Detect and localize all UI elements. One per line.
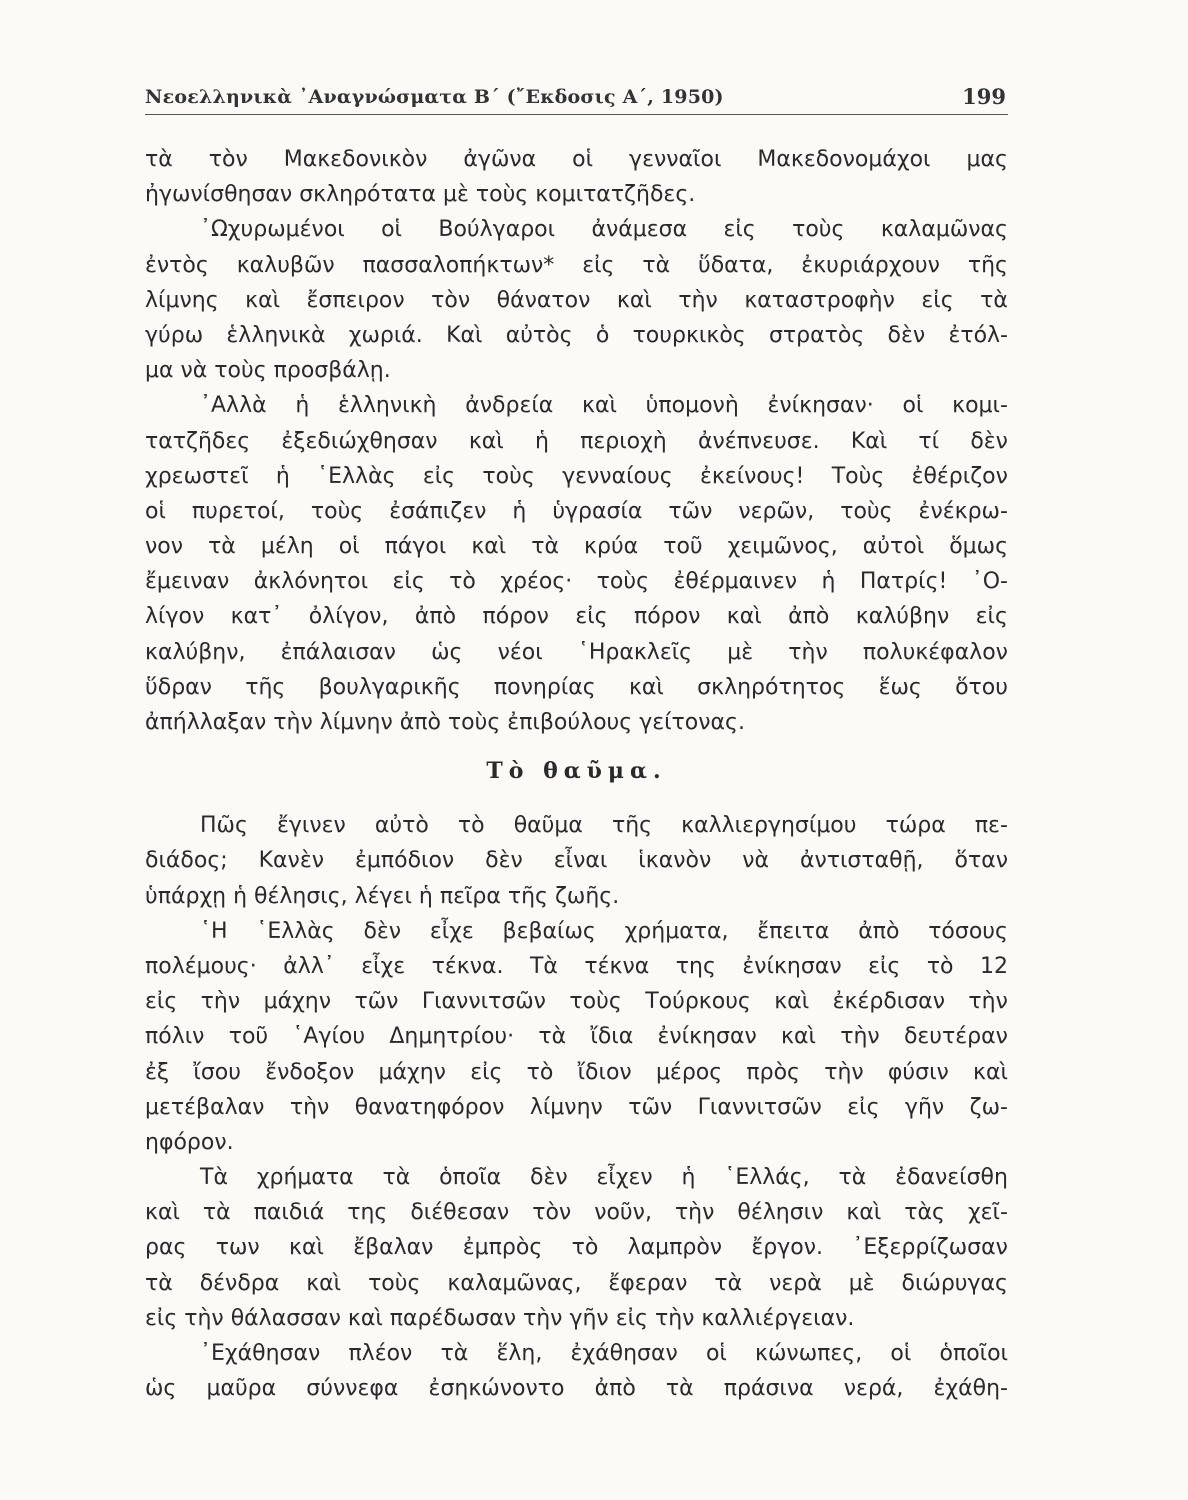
text-line: γύρω ἑλληνικὰ χωριά. Καὶ αὐτὸς ὁ τουρκικὸς στρατὸς δὲν ἐτόλ- bbox=[145, 322, 1008, 348]
text-line: ἠγωνίσθησαν σκληρότατα μὲ τοὺς κομιτατζῆδες. bbox=[145, 182, 696, 208]
text-line: καὶ τὰ παιδιά της διέθεσαν τὸν νοῦν, τὴν θέλησιν καὶ τὰς χεῖ- bbox=[145, 1200, 1008, 1226]
text-line: ᾽Εχάθησαν πλέον τὰ ἕλη, ἐχάθησαν οἱ κώνωπες, οἱ ὁποῖοι bbox=[200, 1341, 1008, 1366]
text-line: λίγον κατ᾽ ὀλίγον, ἀπὸ πόρον εἰς πόρον καὶ ἀπὸ καλύβην εἰς bbox=[145, 604, 1008, 630]
text-line: λίμνης καὶ ἔσπειρον τὸν θάνατον καὶ τὴν καταστροφὴν εἰς τὰ bbox=[145, 287, 1008, 313]
text-line: εἰς τὴν μάχην τῶν Γιαννιτσῶν τοὺς Τούρκους καὶ ἐκέρδισαν τὴν bbox=[145, 989, 1008, 1015]
text-line: ἐντὸς καλυβῶν πασσαλοπήκτων* εἰς τὰ ὕδατα, ἐκυριάρχουν τῆς bbox=[145, 252, 1008, 278]
text-line: χρεωστεῖ ἡ ῾Ελλὰς εἰς τοὺς γενναίους ἐκείνους! Τοὺς ἐθέριζον bbox=[145, 463, 1008, 489]
body-text bbox=[145, 142, 1008, 1406]
page-number: 199 bbox=[962, 84, 1006, 109]
text-line: ὑπάρχῃ ἡ θέλησις, λέγει ἡ πεῖρα τῆς ζωῆς. bbox=[145, 883, 620, 909]
running-header bbox=[145, 82, 1008, 115]
text-line: ηφόρον. bbox=[145, 1129, 234, 1155]
header-title: Νεοελληνικὰ ᾽Αναγνώσματα Β΄ (῎Εκδοσις Α΄, 1950) bbox=[145, 86, 724, 108]
text-line: ἔμειναν ἀκλόνητοι εἰς τὸ χρέος· τοὺς ἐθέρμαινεν ἡ Πατρίς! ᾽Ο- bbox=[145, 569, 1008, 595]
text-line: τατζῆδες ἐξεδιώχθησαν καὶ ἡ περιοχὴ ἀνέπνευσε. Καὶ τί δὲν bbox=[145, 428, 1008, 454]
text-line: ρας των καὶ ἔβαλαν ἐμπρὸς τὸ λαμπρὸν ἔργον. ᾽Εξερρίζωσαν bbox=[145, 1235, 1008, 1261]
text-line: διάδος; Κανὲν ἐμπόδιον δὲν εἶναι ἱκανὸν νὰ ἀντισταθῇ, ὅταν bbox=[145, 848, 1008, 874]
section-heading: Τὸ θαῦμα. bbox=[486, 758, 667, 785]
text-line: Πῶς ἔγινεν αὐτὸ τὸ θαῦμα τῆς καλλιεργησίμου τώρα πε- bbox=[200, 813, 1008, 839]
text-line: καλύβην, ἐπάλαισαν ὡς νέοι ῾Ηρακλεῖς μὲ τὴν πολυκέφαλον bbox=[145, 639, 1008, 665]
text-line: νον τὰ μέλη οἱ πάγοι καὶ τὰ κρύα τοῦ χειμῶνος, αὐτοὶ ὅμως bbox=[145, 534, 1008, 560]
text-line: ὕδραν τῆς βουλγαρικῆς πονηρίας καὶ σκληρότητος ἕως ὅτου bbox=[145, 674, 1008, 700]
text-line: πολέμους· ἀλλ᾽ εἶχε τέκνα. Τὰ τέκνα της ἐνίκησαν εἰς τὸ 12 bbox=[145, 953, 1008, 979]
text-line: μετέβαλαν τὴν θανατηφόρον λίμνην τῶν Γιαννιτσῶν εἰς γῆν ζω- bbox=[145, 1094, 1008, 1120]
text-line: τὰ δένδρα καὶ τοὺς καλαμῶνας, ἔφεραν τὰ νερὰ μὲ διώρυγας bbox=[145, 1270, 1008, 1296]
text-line: Τὰ χρήματα τὰ ὁποῖα δὲν εἶχεν ἡ ῾Ελλάς, τὰ ἐδανείσθη bbox=[200, 1165, 1008, 1191]
text-line: ἐξ ἴσου ἔνδοξον μάχην εἰς τὸ ἴδιον μέρος πρὸς τὴν φύσιν καὶ bbox=[145, 1059, 1008, 1085]
text-line: ᾽Αλλὰ ἡ ἑλληνικὴ ἀνδρεία καὶ ὑπομονὴ ἐνίκησαν· οἱ κομι- bbox=[200, 393, 1008, 419]
text-line: πόλιν τοῦ ῾Αγίου Δημητρίου· τὰ ἴδια ἐνίκησαν καὶ τὴν δευτέραν bbox=[145, 1024, 1008, 1050]
text-line: τὰ τὸν Μακεδονικὸν ἀγῶνα οἱ γενναῖοι Μακεδονομάχοι μας bbox=[145, 147, 1008, 172]
text-line: ἀπήλλαξαν τὴν λίμνην ἀπὸ τοὺς ἐπιβούλους γείτονας. bbox=[145, 710, 745, 735]
text-line: εἰς τὴν θάλασσαν καὶ παρέδωσαν τὴν γῆν εἰς τὴν καλλιέργειαν. bbox=[145, 1305, 855, 1331]
text-line: ᾽Ωχυρωμένοι οἱ Βούλγαροι ἀνάμεσα εἰς τοὺς καλαμῶνας bbox=[200, 217, 1008, 243]
text-line: μα νὰ τοὺς προσβάλῃ. bbox=[145, 358, 391, 384]
text-line: οἱ πυρετοί, τοὺς ἐσάπιζεν ἡ ὑγρασία τῶν νερῶν, τοὺς ἐνέκρω- bbox=[145, 498, 1008, 524]
text-line: ῾Η ῾Ελλὰς δὲν εἶχε βεβαίως χρήματα, ἔπειτα ἀπὸ τόσους bbox=[200, 918, 1008, 944]
text-line: ὡς μαῦρα σύννεφα ἐσηκώνοντο ἀπὸ τὰ πράσινα νερά, ἐχάθη- bbox=[145, 1376, 1008, 1402]
